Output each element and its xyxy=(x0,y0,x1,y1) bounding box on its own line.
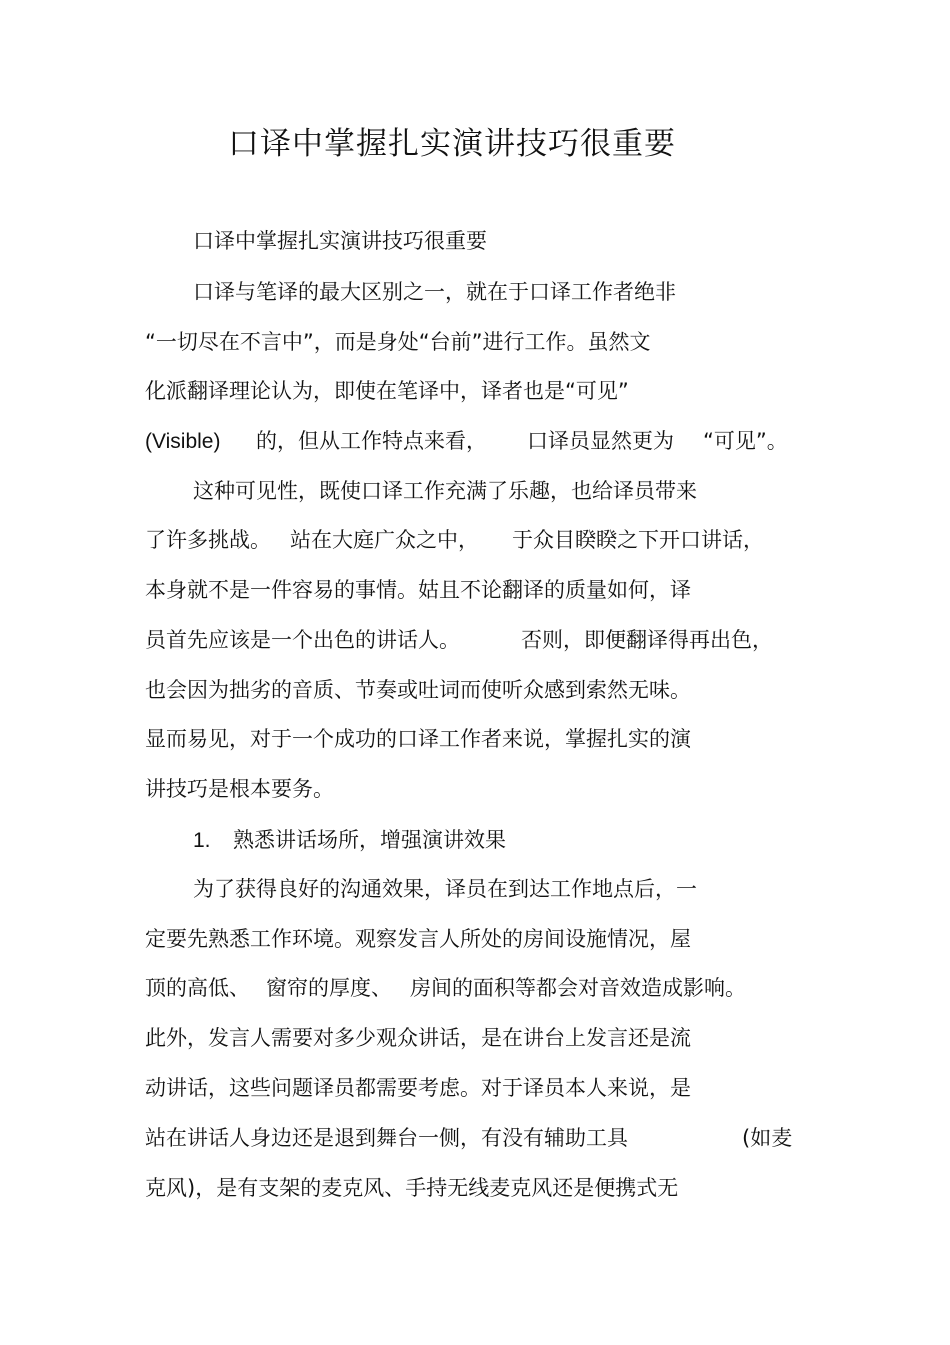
paragraph-line xyxy=(193,216,487,266)
line-text: 此外，发言人需要对多少观众讲话，是在讲台上发言还是流 xyxy=(145,1026,691,1050)
paragraph-line xyxy=(145,764,334,814)
paragraph-line xyxy=(145,665,691,715)
paragraph-line-segment xyxy=(512,515,764,565)
paragraph-line xyxy=(145,1063,691,1113)
line-text: 口译员显然更为 xyxy=(527,429,674,453)
list-number: 1. xyxy=(193,829,211,852)
paragraph-line-segment xyxy=(527,416,674,466)
line-text: 顶的高低、 xyxy=(145,976,250,1000)
paragraph-line-segment xyxy=(256,416,487,466)
line-text: (Visible) xyxy=(145,430,221,453)
line-text: 房间的面积等都会对音效造成影响。 xyxy=(410,976,746,1000)
paragraph-line xyxy=(193,267,676,317)
paragraph-line xyxy=(145,1163,678,1213)
line-text: 本身就不是一件容易的事情。姑且不论翻译的质量如何，译 xyxy=(145,578,691,602)
paragraph-line-segment xyxy=(742,1113,792,1163)
line-text: 定要先熟悉工作环境。观察发言人所处的房间设施情况，屋 xyxy=(145,927,691,951)
line-text: 站在大庭广众之中， xyxy=(290,528,479,552)
line-text: 了许多挑战。 xyxy=(145,528,271,552)
section-heading: 口译中掌握扎实演讲技巧很重要 xyxy=(193,229,487,253)
line-text: 的，但从工作特点来看， xyxy=(256,429,487,453)
paragraph-line xyxy=(145,317,651,367)
paragraph-line xyxy=(193,815,211,865)
paragraph-line-segment xyxy=(266,963,392,1013)
line-text: “可见”。 xyxy=(703,429,788,453)
line-text: 口译与笔译的最大区别之一，就在于口译工作者绝非 xyxy=(193,280,676,304)
line-text: 显而易见，对于一个成功的口译工作者来说，掌握扎实的演 xyxy=(145,727,691,751)
subsection-heading: 熟悉讲话场所，增强演讲效果 xyxy=(233,828,506,852)
line-text: “一切尽在不言中”，而是身处“台前”进行工作。虽然文 xyxy=(145,330,651,354)
paragraph-line-segment xyxy=(703,416,788,466)
line-text: 否则，即便翻译得再出色， xyxy=(521,628,773,652)
paragraph-line xyxy=(145,615,460,665)
paragraph-line-segment xyxy=(233,815,506,865)
line-text: 员首先应该是一个出色的讲话人。 xyxy=(145,628,460,652)
line-text: (如麦 xyxy=(742,1126,793,1150)
document-title: 口译中掌握扎实演讲技巧很重要 xyxy=(228,126,676,162)
paragraph-line xyxy=(145,914,691,964)
line-text: 于众目睽睽之下开口讲话， xyxy=(512,528,764,552)
line-text: 讲技巧是根本要务。 xyxy=(145,777,334,801)
paragraph-line xyxy=(145,714,691,764)
paragraph-line xyxy=(145,565,691,615)
line-text: 动讲话，这些问题译员都需要考虑。对于译员本人来说，是 xyxy=(145,1076,691,1100)
paragraph-line xyxy=(145,366,629,416)
paragraph-line xyxy=(145,1013,691,1063)
paragraph-line xyxy=(145,416,220,466)
paragraph-line-segment xyxy=(290,515,479,565)
line-text: 为了获得良好的沟通效果，译员在到达工作地点后，一 xyxy=(193,877,697,901)
paragraph-line xyxy=(145,1113,628,1163)
line-text: 克风)，是有支架的麦克风、手持无线麦克风还是便携式无 xyxy=(145,1176,679,1200)
line-text: 化派翻译理论认为，即使在笔译中，译者也是“可见” xyxy=(145,379,629,403)
paragraph-line xyxy=(145,515,271,565)
line-text: 也会因为拙劣的音质、节奏或吐词而使听众感到索然无味。 xyxy=(145,678,691,702)
paragraph-line-segment xyxy=(410,963,746,1013)
paragraph-line xyxy=(193,466,697,516)
line-text: 这种可见性，既使口译工作充满了乐趣，也给译员带来 xyxy=(193,479,697,503)
line-text: 站在讲话人身边还是退到舞台一侧，有没有辅助工具 xyxy=(145,1126,628,1150)
paragraph-line xyxy=(193,864,697,914)
line-text: 窗帘的厚度、 xyxy=(266,976,392,1000)
paragraph-line xyxy=(145,963,250,1013)
paragraph-line-segment xyxy=(521,615,773,665)
